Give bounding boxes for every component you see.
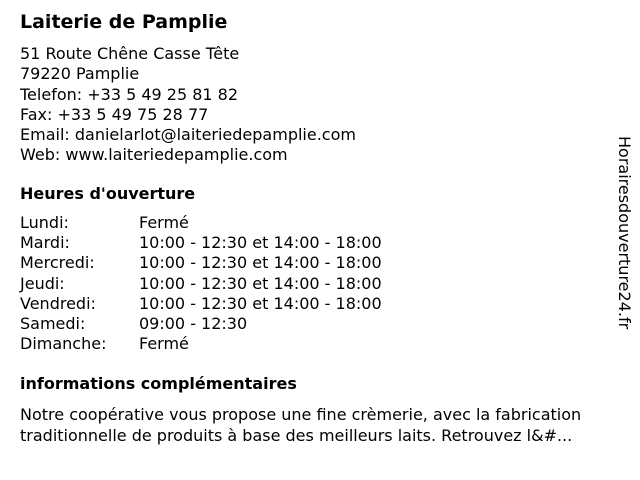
site-watermark: Horairesdouverture24.fr	[615, 136, 634, 330]
day-label: Vendredi:	[20, 293, 96, 313]
description-line: Notre coopérative vous propose une fine crèmerie, avec la fabrication	[20, 405, 582, 424]
day-hours: 10:00 - 12:30 et 14:00 - 18:00	[139, 293, 382, 313]
email-address: Email: danielarlot@laiteriedepamplie.com	[20, 125, 356, 145]
hours-row-tuesday	[20, 233, 382, 253]
opening-hours-table	[20, 213, 382, 354]
city-postal: 79220 Pamplie	[20, 64, 140, 84]
day-hours: 09:00 - 12:30	[139, 314, 248, 334]
day-hours: 10:00 - 12:30 et 14:00 - 18:00	[139, 273, 382, 293]
hours-row-saturday	[20, 314, 382, 334]
day-label: Samedi:	[20, 314, 86, 334]
description-text	[20, 404, 581, 446]
day-hours: Fermé	[139, 334, 189, 354]
phone-number: Telefon: +33 5 49 25 81 82	[20, 84, 239, 104]
contact-block	[20, 44, 356, 166]
day-hours: 10:00 - 12:30 et 14:00 - 18:00	[139, 253, 382, 273]
hours-row-thursday	[20, 274, 382, 294]
day-label: Lundi:	[20, 213, 69, 232]
day-hours: Fermé	[139, 213, 189, 232]
day-hours: 10:00 - 12:30 et 14:00 - 18:00	[139, 233, 382, 253]
description-line: traditionnelle de produits à base des meilleurs laits. Retrouvez l&#...	[20, 426, 573, 445]
hours-row-sunday	[20, 334, 382, 354]
day-label: Mercredi:	[20, 253, 95, 273]
day-label: Jeudi:	[20, 273, 65, 293]
hours-row-friday	[20, 294, 382, 314]
additional-info-heading: informations complémentaires	[20, 374, 297, 393]
website: Web: www.laiteriedepamplie.com	[20, 145, 288, 165]
business-name: Laiterie de Pamplie	[20, 11, 228, 33]
day-label: Dimanche:	[20, 334, 107, 354]
street-address: 51 Route Chêne Casse Tête	[20, 44, 240, 63]
fax-number: Fax: +33 5 49 75 28 77	[20, 104, 209, 124]
hours-row-monday	[20, 213, 382, 233]
opening-hours-heading: Heures d'ouverture	[20, 184, 196, 203]
hours-row-wednesday	[20, 253, 382, 273]
day-label: Mardi:	[20, 233, 70, 253]
